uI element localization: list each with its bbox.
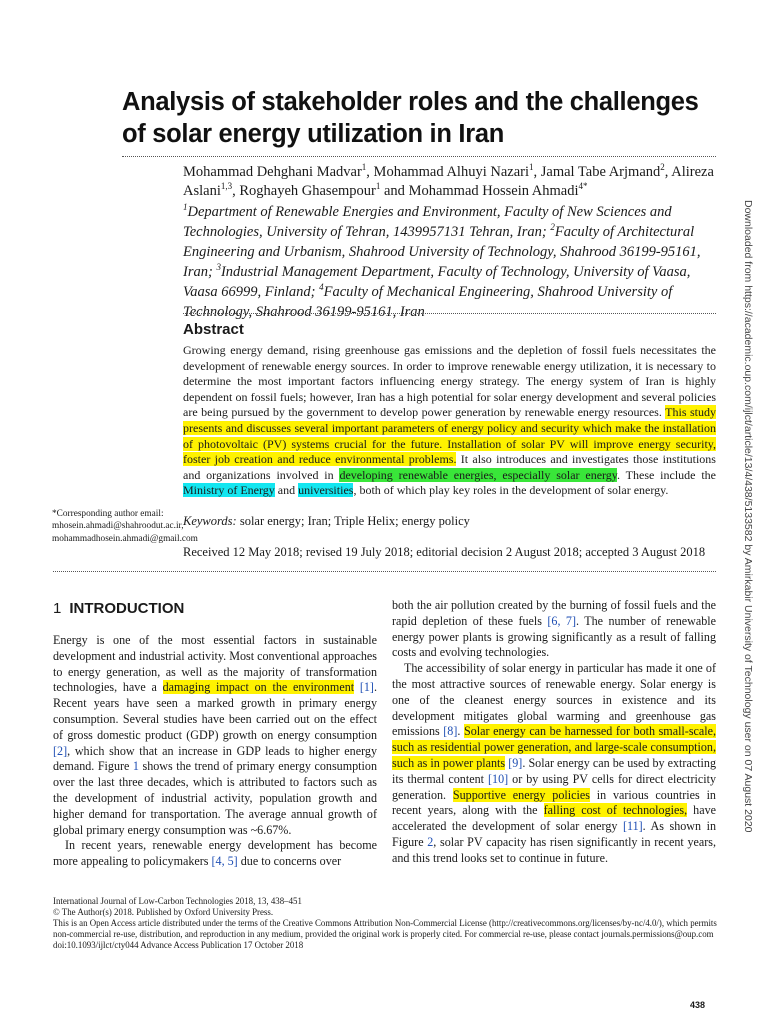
page-number: 438 (690, 1000, 706, 1010)
citation-link[interactable]: [9] (508, 755, 523, 770)
text-segment: . Solar energy can be used by extracting its thermal content (392, 755, 716, 786)
section-heading (53, 600, 184, 617)
received-dates: Received 12 May 2018; revised 19 July 2018; editorial decision 2 August 2018; accepted 3 August 2018 (183, 545, 706, 559)
author-separator: , (664, 164, 672, 180)
citation-link[interactable]: [4, 5] (211, 854, 238, 869)
author-separator: and (380, 183, 409, 199)
abstract-segment: . These include the (617, 467, 716, 482)
highlighted-text: This study presents and discusses several important parameters of energy policy and security which make the installation of photovoltaic (PV) systems crucial for the future. Installation of solar PV will improve energy security, foster job creation and reduce environmental problems. (183, 405, 717, 467)
affiliation-mark: 1 (183, 202, 188, 213)
text-segment: in various countries in recent years, along with the (392, 787, 716, 818)
citation-link[interactable]: 2 (427, 834, 434, 849)
citation-link[interactable]: [11] (622, 819, 643, 834)
text-segment: . The number of renewable energy power plants is growing significantly as a result of falling costs and evolving technologies. (392, 613, 716, 660)
text-segment: or by using PV cells for direct electricity generation. (392, 771, 716, 802)
author-name: Mohammad Hossein Ahmadi (408, 183, 579, 199)
highlighted-text: damaging impact on the environment (162, 680, 355, 695)
author-name: Mohammad Alhuyi Nazari (373, 164, 529, 180)
affiliation-mark: 4 (319, 282, 324, 293)
author-affiliation-mark: 2 (660, 162, 665, 173)
abstract-segment: and (274, 483, 299, 498)
highlighted-text: Solar energy can be harnessed for both small-scale, such as residential power generation, and large-scale consumption, such as in power plants (392, 724, 717, 770)
author-affiliation-mark: 1 (375, 181, 381, 192)
highlighted-text: Ministry of Energy (183, 483, 275, 498)
author-affiliation-mark: 1,3 (220, 181, 233, 192)
keywords-label: Keywords: (183, 514, 237, 528)
affiliation-text: Department of Renewable Energies and Environment, Faculty of New Sciences and Technologies, University of Tehran, 1439957131 Tehran, Iran; (183, 204, 672, 240)
text-segment: . As shown in Figure (392, 819, 716, 849)
footer-line: International Journal of Low-Carbon Technologies 2018, 13, 438–451 (53, 896, 302, 906)
footer-line: doi:10.1093/ijlct/cty044 Advance Access Publication 17 October 2018 (53, 940, 304, 951)
paragraph (53, 838, 377, 870)
affiliation-text: Faculty of Architectural Engineering and Urbanism, Shahrood University of Technology, Shahrood 36199-95161, Iran; (183, 224, 701, 280)
right-column (392, 598, 716, 867)
affiliation-rule (183, 313, 716, 314)
text-segment: In recent years, renewable energy development has become more appealing to policymakers (53, 838, 377, 869)
highlighted-text: falling cost of technologies, (543, 803, 688, 818)
affiliation-mark: 3 (216, 262, 221, 273)
author-name: Jamal Tabe Arjmand (540, 164, 661, 180)
keywords-value: solar energy; Iran; Triple Helix; energy policy (239, 514, 470, 528)
author-separator: , (366, 164, 374, 180)
text-segment: , solar PV capacity has risen significantly in recent years, and this trend looks set to continue in future. (392, 834, 716, 865)
citation-link[interactable]: [2] (53, 743, 68, 758)
paragraph (53, 633, 377, 838)
highlighted-text: Supportive energy policies (452, 787, 590, 802)
article-title: Analysis of stakeholder roles and the challenges of solar energy utilization in Iran (122, 88, 699, 148)
text-segment: . (457, 724, 464, 739)
affiliation-text: Faculty of Mechanical Engineering, Shahrood University of Technology, Shahrood 36199-95161, Iran (183, 284, 673, 320)
footer-notes (53, 896, 718, 951)
paragraph (392, 598, 716, 661)
text-segment: both the air pollution created by the burning of fossil fuels and the rapid depletion of these fuels (392, 598, 716, 628)
author-affiliation-mark: 4* (578, 181, 588, 192)
affiliations (183, 202, 723, 322)
citation-link[interactable]: [1] (359, 680, 374, 695)
text-segment: . Recent years have seen a marked growth in primary energy consumption. Several studies have been carried out on the effect of gross domestic product (GDP) growth on energy consumption (53, 680, 377, 742)
author-name: Alireza Aslani (183, 164, 714, 199)
left-column (53, 633, 377, 870)
section-number: 1 (53, 600, 62, 617)
footer-line: © The Author(s) 2018. Published by Oxford University Press. (53, 907, 274, 918)
author-separator: , (533, 164, 541, 180)
keywords-line (183, 514, 470, 529)
abstract-segment: , both of which play key roles in the development of solar energy. (353, 483, 669, 498)
abstract-heading: Abstract (183, 321, 244, 338)
header-rule (53, 571, 716, 572)
text-segment: due to concerns over (237, 854, 342, 869)
citation-link[interactable]: [10] (488, 771, 509, 786)
author-name: Mohammad Dehghani Madvar (183, 164, 362, 180)
paragraph (392, 661, 716, 866)
citation-link[interactable]: [6, 7] (547, 613, 576, 628)
text-segment: , which show that an increase in GDP leads to higher energy demand. Figure (53, 743, 377, 774)
abstract-text (183, 343, 716, 499)
affiliation-mark: 2 (550, 222, 555, 233)
highlighted-text: universities (298, 483, 354, 498)
author-name: Roghayeh Ghasempour (239, 183, 376, 199)
section-title: INTRODUCTION (69, 600, 185, 617)
corresponding-author-note: *Corresponding author email: mhosein.ahmadi@shahroodut.ac.ir, mohammadhosein.ahmadi@gmail.com (52, 509, 198, 544)
text-segment: have accelerated the development of solar energy (392, 803, 716, 834)
author-list (183, 163, 723, 201)
text-segment: Energy is one of the most essential factors in sustainable development and industrial activity. Most conventional approaches to energy generation, as well as the majority of transformation technologies, have a (53, 633, 377, 695)
citation-link[interactable]: 1 (132, 759, 139, 774)
highlighted-text: developing renewable energies, especially solar energy (339, 467, 618, 482)
abstract-segment: Growing energy demand, rising greenhouse gas emissions and the depletion of fossil fuels necessitates the development of renewable energy sources. In order to improve renewable energy utilization, it is necessary to determine the most important factors influencing energy strategy. The energy system of Iran is highly dependent on fossil fuels; however, Iran has a high potential for solar energy development and several policies are being pursued by the government to develop power generation by renewable energy resources. (183, 343, 716, 420)
author-affiliation-mark: 1 (528, 162, 534, 173)
affiliation-text: Industrial Management Department, Faculty of Technology, University of Vaasa, Vaasa 66999, Finland; (183, 264, 691, 300)
author-affiliation-mark: 1 (361, 162, 367, 173)
footer-line: This is an Open Access article distributed under the terms of the Creative Commons Attribution Non-Commercial License (http://creativecommons.org/licenses/by-nc/4.0/), which permits non-commercial re-use, distribution, and reproduction in any medium, provided the original work is properly cited. For commercial re-use, please contact journals.permissions@oup.com (53, 918, 717, 940)
author-separator: , (232, 183, 240, 199)
title-rule (122, 156, 716, 157)
citation-link[interactable]: [8] (443, 724, 458, 739)
text-segment: shows the trend of primary energy consumption over the last three decades, which is attributed to factors such as the development of industrial activity, population growth and higher demand for transportation. The average annual growth of global primary energy consumption was ~6.67%. (53, 759, 377, 837)
text-segment: The accessibility of solar energy in particular has made it one of the most attractive sources of renewable energy. Solar energy is one of the cleanest energy sources in existence and its development mitigates global warming and greenhouse gas emissions (392, 661, 716, 739)
download-watermark: Downloaded from https://academic.oup.com/ijlct/article/13/4/438/5133582 by Amirkabir University of Technology user on 07 August 2020 (742, 200, 754, 833)
abstract-segment: It also introduces and investigates those institutions and organizations involved in (183, 452, 716, 482)
